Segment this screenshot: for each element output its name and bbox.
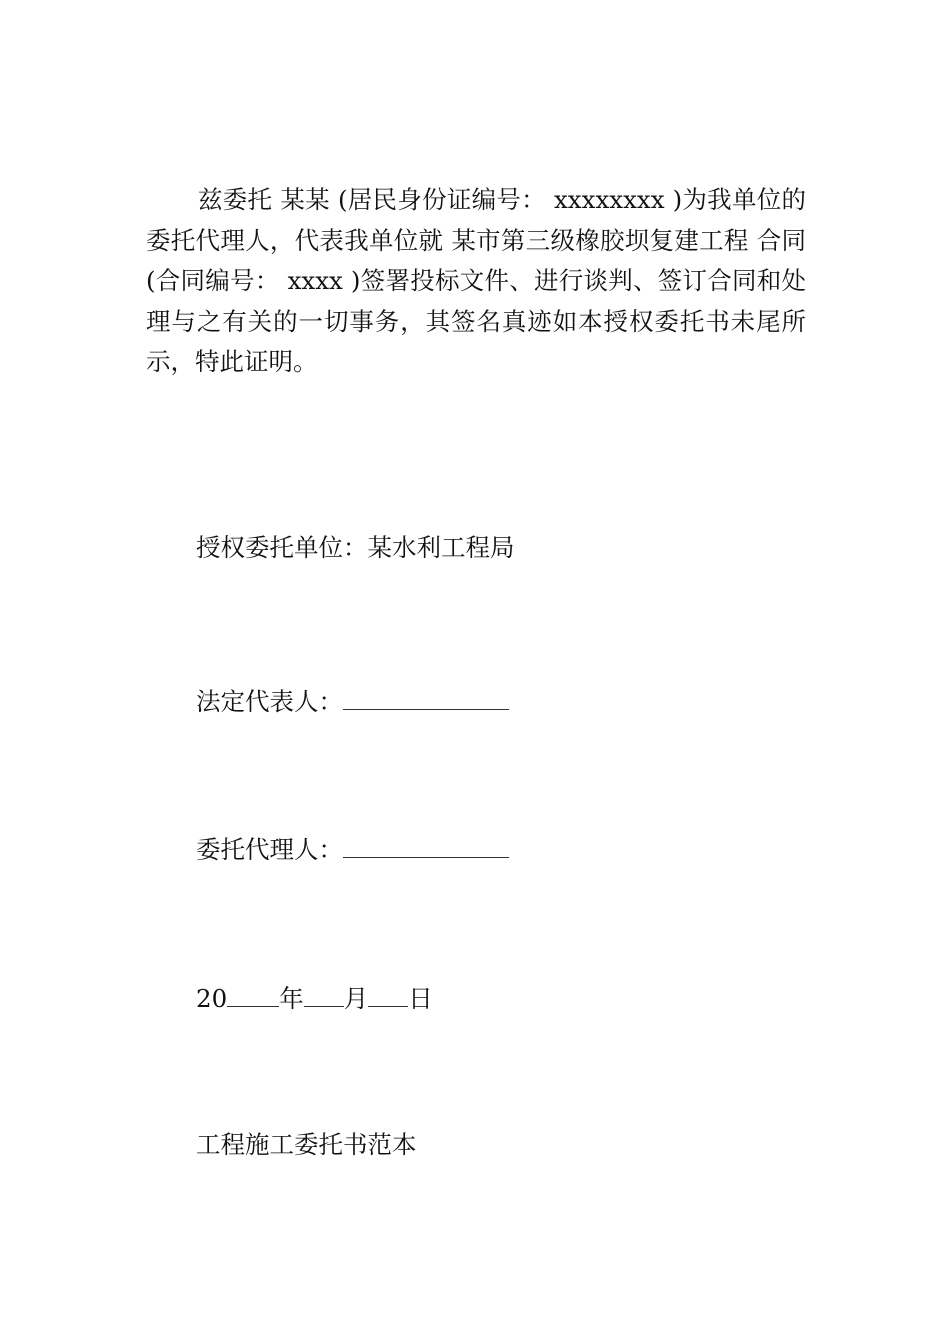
authorizing-unit-line — [196, 531, 515, 565]
agent-signature-blank — [343, 831, 509, 858]
legal-representative-signature-blank — [343, 683, 509, 710]
agent-line — [196, 831, 509, 867]
date-prefix: 20 — [196, 984, 228, 1013]
year-blank — [227, 980, 279, 1007]
authorizing-unit-value: 某水利工程局 — [367, 533, 515, 562]
day-blank — [368, 980, 408, 1007]
month-label: 月 — [343, 984, 369, 1013]
authorizing-unit-label: 授权委托单位： — [196, 533, 368, 562]
date-line — [196, 980, 433, 1016]
day-label: 日 — [408, 984, 433, 1013]
month-blank — [304, 980, 344, 1007]
legal-representative-label: 法定代表人： — [196, 687, 343, 716]
year-label: 年 — [279, 984, 304, 1013]
authorization-paragraph: 兹委托 某某 (居民身份证编号： xxxxxxxx )为我单位的委托代理人，代表我单位就 某市第三级橡胶坝复建工程 合同(合同编号： xxxx )签署投标文件、进行谈判、签订合同和处理与之有关的一切事务，其签名真迹如本授权委托书未尾所示，特此证明。 — [146, 185, 806, 376]
next-section-title: 工程施工委托书范本 — [196, 1130, 417, 1159]
agent-label: 委托代理人： — [196, 835, 343, 864]
legal-representative-line — [196, 683, 509, 719]
